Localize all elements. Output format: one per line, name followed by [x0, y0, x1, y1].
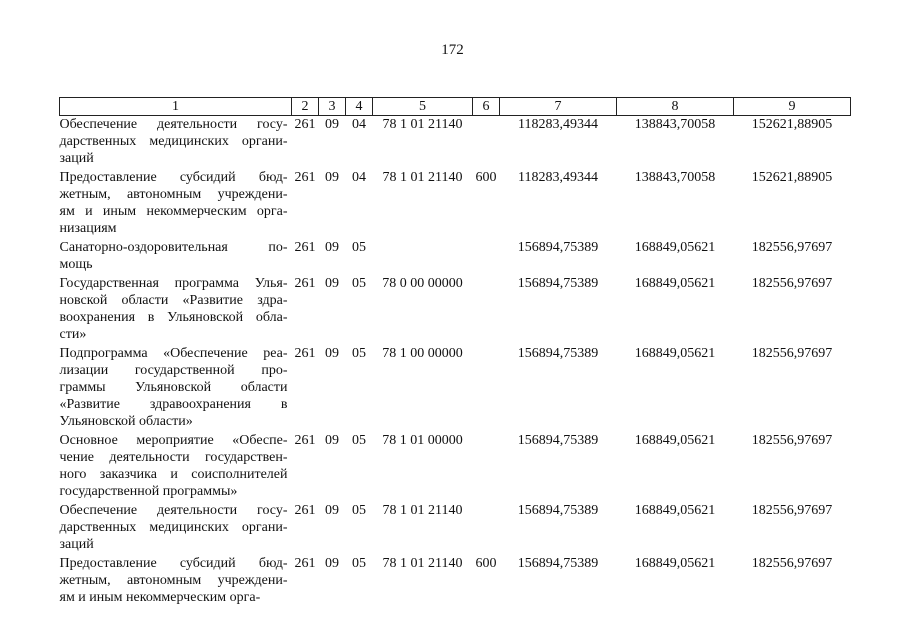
row-amount-9: 182556,97697 [751, 433, 833, 448]
page-number: 172 [441, 42, 464, 58]
row-amount-8: 168849,05621 [634, 503, 716, 518]
row-code-3: 09 [325, 170, 339, 185]
row-name-cell [60, 167, 292, 237]
row-name-cell [60, 500, 292, 553]
row-name-line: «Развитие здравоохранения в [59, 397, 288, 412]
row-name-line: ям и иным некоммерческим орга- [59, 204, 288, 219]
row-code-4: 04 [352, 117, 366, 132]
row-name-line: Ульяновской области» [59, 414, 193, 429]
row-code-3: 09 [325, 433, 339, 448]
header-col-2: 2 [292, 98, 319, 116]
row-name-cell [60, 116, 292, 168]
row-amount-9: 182556,97697 [751, 346, 833, 361]
row-code-5: 78 1 01 21140 [382, 117, 463, 132]
row-code-2: 261 [294, 556, 316, 571]
row-name-cell [60, 237, 292, 273]
row-code-3: 09 [325, 346, 339, 361]
row-amount-9: 152621,88905 [751, 117, 833, 132]
row-name-line: жетным, автономным учреждени- [59, 573, 288, 588]
row-amount-8: 168849,05621 [634, 240, 716, 255]
row-code-4: 05 [352, 276, 366, 291]
row-name-line: Предоставление субсидий бюд- [59, 170, 288, 185]
row-code-2: 261 [294, 433, 316, 448]
row-amount-8: 168849,05621 [634, 556, 716, 571]
row-name-line: мощь [59, 257, 93, 272]
row-name-line: дарственных медицинских органи- [59, 520, 288, 535]
row-name-line: заций [59, 537, 94, 552]
row-code-3: 09 [325, 556, 339, 571]
row-amount-7: 118283,49344 [518, 117, 598, 132]
row-name-line: ного заказчика и соисполнителей [59, 467, 288, 482]
row-amount-7: 156894,75389 [517, 556, 599, 571]
row-code-5: 78 1 00 00000 [382, 346, 463, 361]
row-name-line: заций [59, 151, 94, 166]
row-code-6: 600 [475, 170, 497, 185]
table-row [60, 116, 851, 168]
row-code-3: 09 [325, 503, 339, 518]
row-name-line: Государственная программа Улья- [59, 276, 288, 291]
row-code-3: 09 [325, 276, 339, 291]
row-name-line: Подпрограмма «Обеспечение реа- [59, 346, 288, 361]
row-name-line: низациям [59, 221, 117, 236]
row-code-2: 261 [294, 346, 316, 361]
row-amount-8: 138843,70058 [634, 170, 716, 185]
row-name-line: новской области «Развитие здра- [59, 293, 288, 308]
row-code-3: 09 [325, 117, 339, 132]
row-code-2: 261 [294, 170, 316, 185]
row-code-5: 78 1 01 21140 [382, 556, 463, 571]
row-amount-9: 182556,97697 [751, 276, 833, 291]
row-amount-7: 156894,75389 [517, 346, 599, 361]
row-amount-7: 156894,75389 [517, 276, 599, 291]
row-name-line: Предоставление субсидий бюд- [59, 556, 288, 571]
table-row [60, 167, 851, 237]
row-name-line: Обеспечение деятельности госу- [59, 117, 288, 132]
header-col-1: 1 [60, 98, 292, 116]
row-code-2: 261 [294, 240, 316, 255]
row-name-line: воохранения в Ульяновской обла- [59, 310, 288, 325]
row-code-6 [473, 273, 500, 343]
row-name-cell [60, 273, 292, 343]
row-name-line: сти» [59, 327, 87, 342]
header-col-7: 7 [500, 98, 617, 116]
row-code-6 [473, 343, 500, 430]
row-code-3: 09 [325, 240, 339, 255]
table-body [60, 116, 851, 607]
row-amount-8: 168849,05621 [634, 433, 716, 448]
row-code-6 [473, 500, 500, 553]
table-header [60, 98, 851, 116]
row-amount-9: 182556,97697 [751, 503, 833, 518]
row-code-6 [473, 116, 500, 168]
header-col-4: 4 [346, 98, 373, 116]
row-amount-7: 118283,49344 [518, 170, 598, 185]
row-amount-7: 156894,75389 [517, 503, 599, 518]
row-amount-7: 156894,75389 [517, 433, 599, 448]
header-col-8: 8 [617, 98, 734, 116]
budget-table [59, 97, 851, 606]
table-row [60, 430, 851, 500]
row-code-5: 78 1 01 00000 [382, 433, 463, 448]
row-name-line: Санаторно-оздоровительная по- [59, 240, 288, 255]
row-code-6 [473, 430, 500, 500]
table-row [60, 500, 851, 553]
header-col-6: 6 [473, 98, 500, 116]
row-code-2: 261 [294, 503, 316, 518]
row-amount-9: 182556,97697 [751, 556, 833, 571]
row-code-6 [473, 237, 500, 273]
row-name-line: граммы Ульяновской области [59, 380, 288, 395]
row-name-line: лизации государственной про- [59, 363, 288, 378]
header-col-3: 3 [319, 98, 346, 116]
row-code-4: 05 [352, 433, 366, 448]
row-code-4: 05 [352, 346, 366, 361]
table-row [60, 343, 851, 430]
row-name-line: Обеспечение деятельности госу- [59, 503, 288, 518]
row-name-cell [60, 343, 292, 430]
table-row [60, 273, 851, 343]
row-amount-8: 138843,70058 [634, 117, 716, 132]
row-code-5: 78 1 01 21140 [382, 503, 463, 518]
row-name-line: ям и иным некоммерческим орга- [59, 590, 261, 605]
row-code-4: 05 [352, 503, 366, 518]
row-code-6: 600 [475, 556, 497, 571]
row-name-line: дарственных медицинских органи- [59, 134, 288, 149]
row-code-2: 261 [294, 117, 316, 132]
row-name-cell [60, 553, 292, 606]
row-amount-7: 156894,75389 [517, 240, 599, 255]
row-code-5: 78 1 01 21140 [382, 170, 463, 185]
row-amount-8: 168849,05621 [634, 276, 716, 291]
row-name-cell [60, 430, 292, 500]
row-amount-9: 182556,97697 [751, 240, 833, 255]
row-code-2: 261 [294, 276, 316, 291]
header-row [60, 98, 851, 116]
row-code-4: 05 [352, 556, 366, 571]
table-row [60, 553, 851, 606]
row-code-5: 78 0 00 00000 [382, 276, 463, 291]
header-col-9: 9 [734, 98, 851, 116]
header-col-5: 5 [373, 98, 473, 116]
row-name-line: государственной программы» [59, 484, 238, 499]
row-code-4: 05 [352, 240, 366, 255]
row-code-4: 04 [352, 170, 366, 185]
row-name-line: Основное мероприятие «Обеспе- [59, 433, 288, 448]
row-name-line: чение деятельности государствен- [59, 450, 288, 465]
row-code-5 [373, 237, 473, 273]
row-amount-8: 168849,05621 [634, 346, 716, 361]
table-row [60, 237, 851, 273]
row-name-line: жетным, автономным учреждени- [59, 187, 288, 202]
row-amount-9: 152621,88905 [751, 170, 833, 185]
